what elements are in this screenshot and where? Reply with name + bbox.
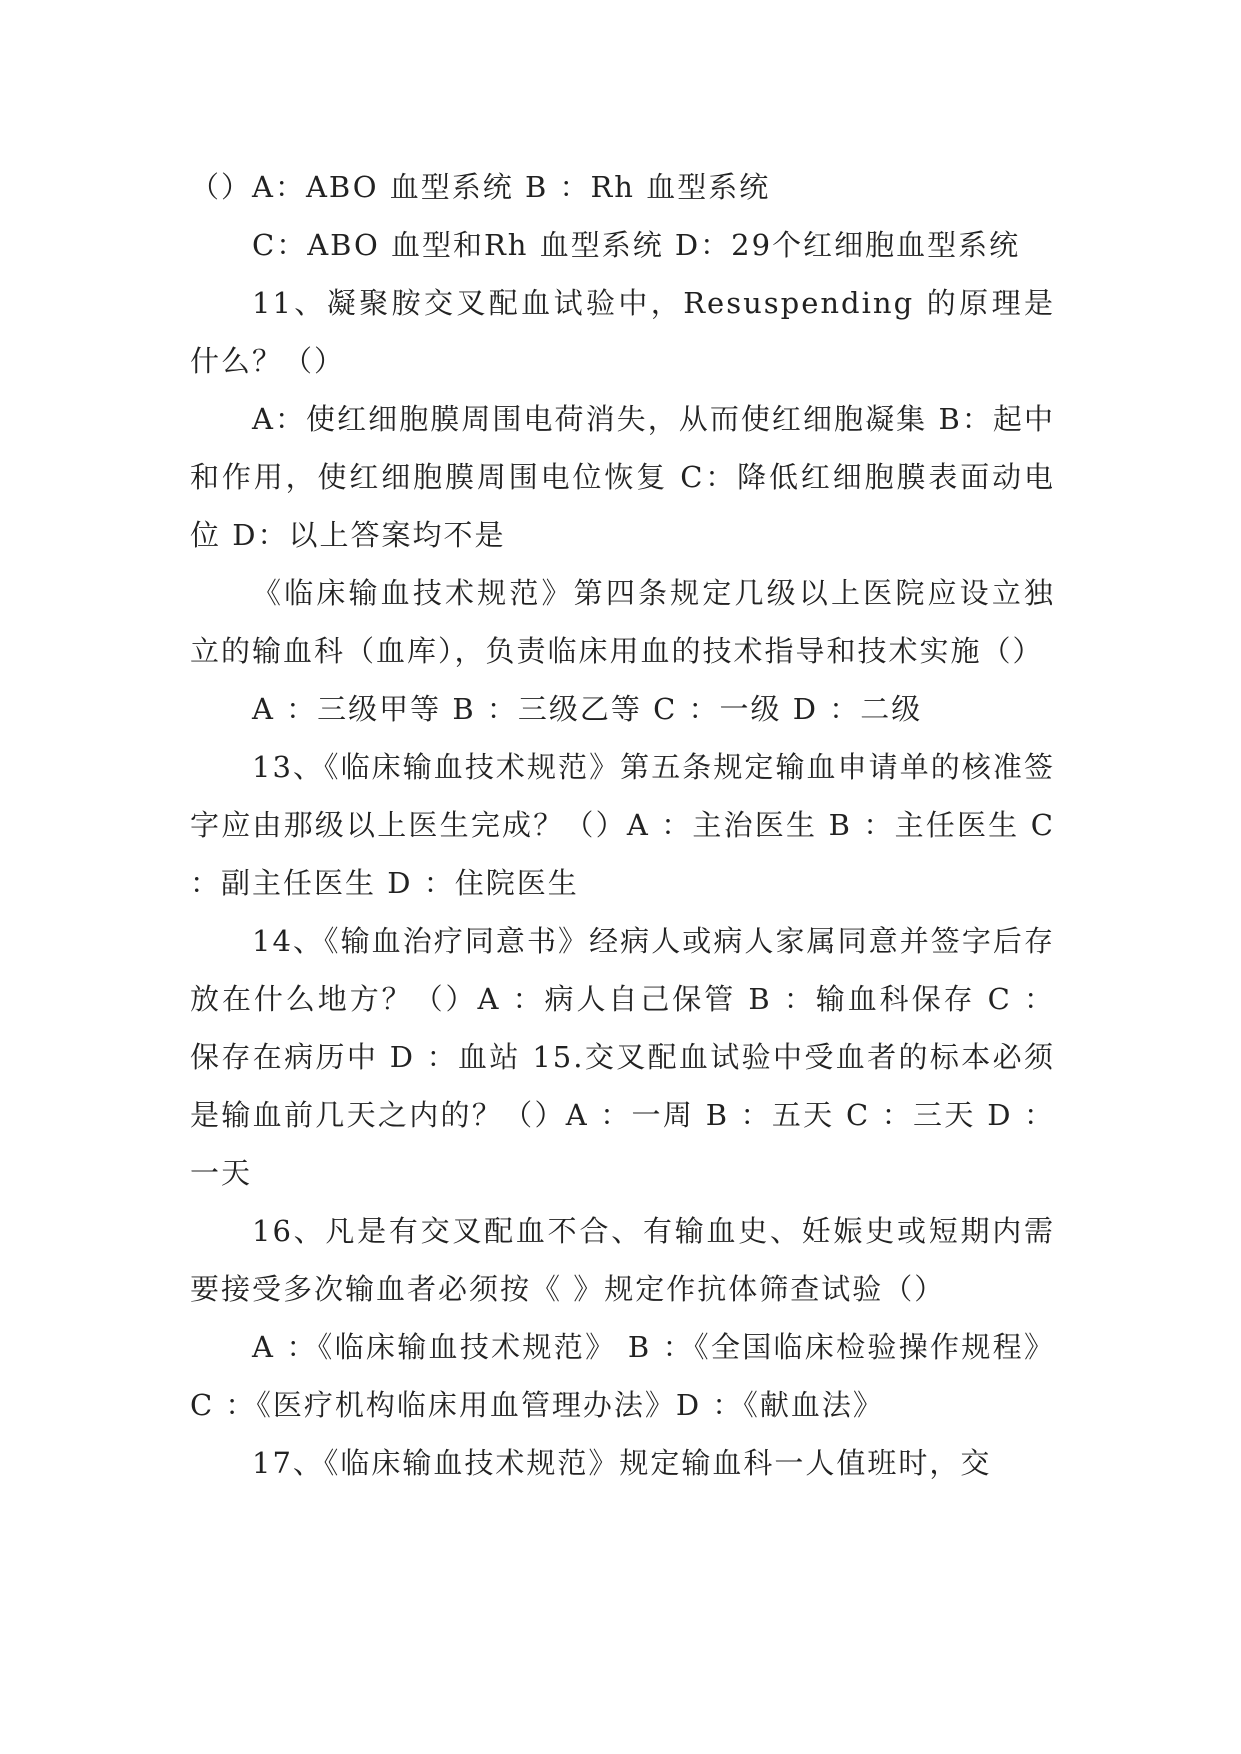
paragraph-q14-q15: 14、《输血治疗同意书》经病人或病人家属同意并签字后存放在什么地方？（）A ：病人自己保管 B ：输血科保存 C ：保存在病历中 D ：血站 15.交叉配血试验中受血者的标本必须是输血前几天之内的？（）A ：一周 B ：五天 C ：三天 D ：一天 — [190, 924, 1055, 1190]
paragraph-q12-options: A ：三级甲等 B ：三级乙等 C ：一级 D ：二级 — [252, 692, 923, 726]
paragraph-q10-options-ab: （）A：ABO 血型系统 B ：Rh 血型系统 — [190, 170, 771, 204]
paragraph-q11-options: A：使红细胞膜周围电荷消失，从而使红细胞凝集 B：起中和作用，使红细胞膜周围电位恢复 C：降低红细胞膜表面动电位 D：以上答案均不是 — [190, 402, 1055, 552]
paragraph-q16-options: A ：《临床输血技术规范》 B ：《全国临床检验操作规程》 C ：《医疗机构临床用血管理办法》D ：《献血法》 — [190, 1330, 1055, 1422]
paragraph-q16-question: 16、凡是有交叉配血不合、有输血史、妊娠史或短期内需要接受多次输血者必须按《 》规定作抗体筛查试验（） — [190, 1214, 1055, 1306]
paragraph-q12-question: 《临床输血技术规范》第四条规定几级以上医院应设立独立的输血科（血库），负责临床用血的技术指导和技术实施（） — [190, 576, 1055, 668]
paragraph-q13: 13、《临床输血技术规范》第五条规定输血申请单的核准签字应由那级以上医生完成？（）A ：主治医生 B ：主任医生 C ：副主任医生 D ：住院医生 — [190, 750, 1055, 900]
paragraph-q17-question: 17、《临床输血技术规范》规定输血科一人值班时，交 — [252, 1446, 992, 1480]
paragraph-q11-question: 11、凝聚胺交叉配血试验中，Resuspending 的原理是什么？（） — [190, 286, 1055, 378]
document-body — [190, 158, 1055, 1492]
paragraph-q10-options-cd: C：ABO 血型和Rh 血型系统 D：29个红细胞血型系统 — [252, 228, 1021, 262]
